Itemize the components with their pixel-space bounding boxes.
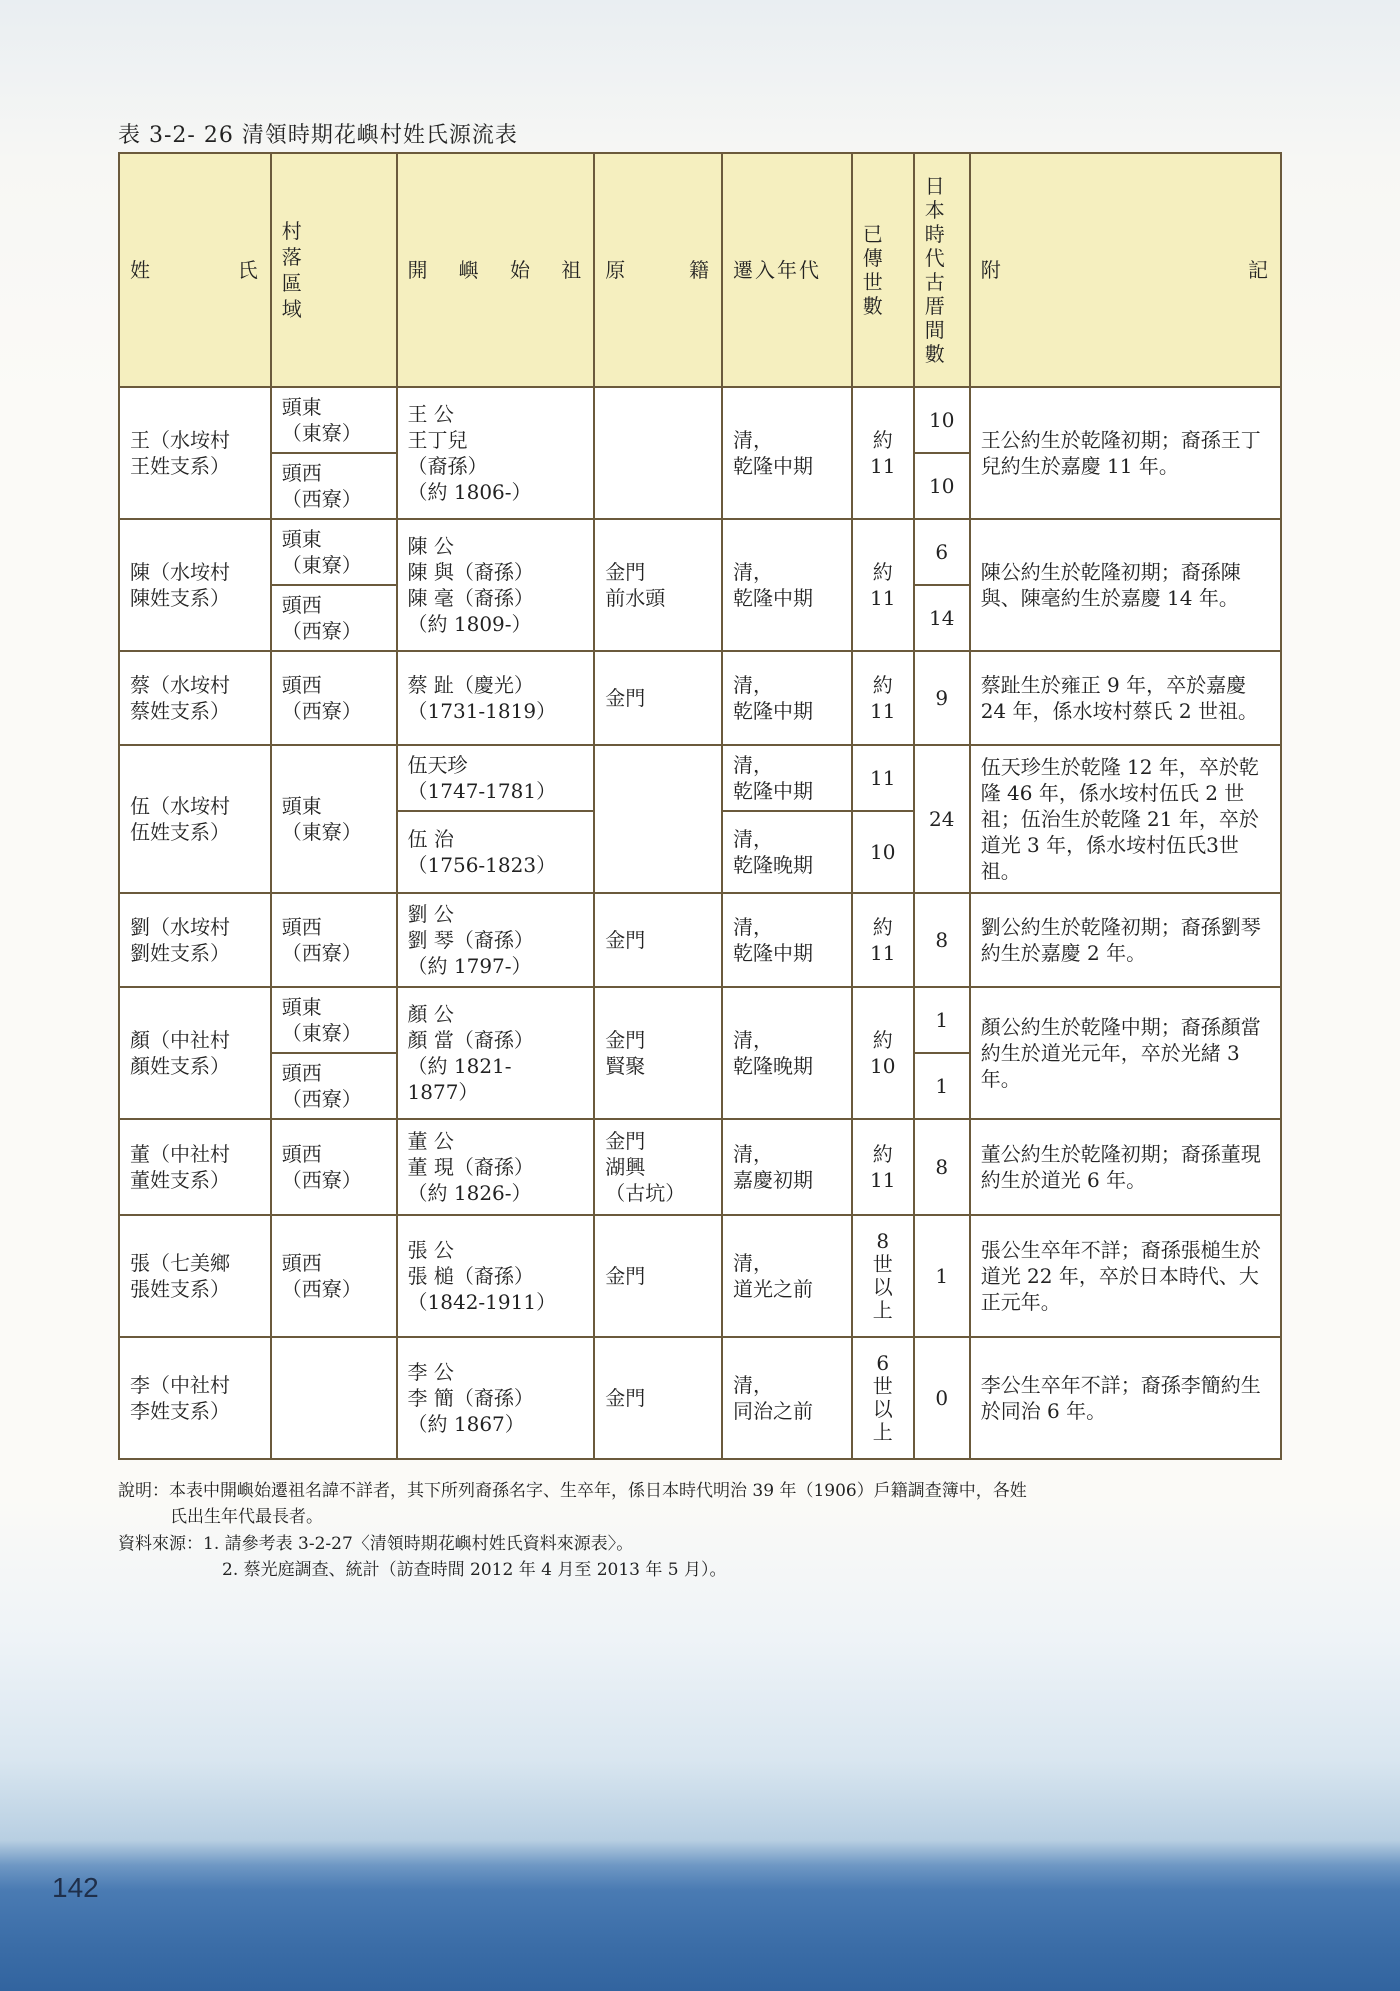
header-surname: 姓 氏 [119, 153, 271, 387]
houses-cell: 1 [914, 1215, 970, 1337]
founder-cell: 李 公 李 簡（裔孫） （約 1867） [397, 1337, 595, 1459]
note-cell: 陳公約生於乾隆初期；裔孫陳與、陳毫約生於嘉慶 14 年。 [970, 519, 1281, 651]
header-old-houses: 日 本 時 代 古 厝 間 數 [914, 153, 970, 387]
year-cell: 清， 嘉慶初期 [722, 1119, 852, 1215]
table-row [119, 1215, 1281, 1337]
founder-cell: 顏 公 顏 當（裔孫） （約 1821- 1877） [397, 987, 595, 1119]
explanation-text: 本表中開嶼始遷祖名諱不詳者，其下所列裔孫名字、生卒年，係日本時代明治 39 年（1906）戶籍調查簿中，各姓 [169, 1481, 1027, 1501]
area-cell: 頭西 （西寮） [271, 893, 397, 987]
origin-cell: 金門 前水頭 [594, 519, 722, 651]
houses-cell: 6 [914, 519, 970, 585]
founder-cell: 張 公 張 槌（裔孫） （1842-1911） [397, 1215, 595, 1337]
houses-cell: 14 [914, 585, 970, 651]
houses-cell: 1 [914, 1053, 970, 1119]
generations-cell: 約 11 [852, 893, 914, 987]
surname-cell: 伍（水垵村 伍姓支系） [119, 745, 271, 893]
founder-cell: 董 公 董 現（裔孫） （約 1826-） [397, 1119, 595, 1215]
area-cell: 頭西 （西寮） [271, 453, 397, 519]
header-founder: 開 嶼 始 祖 [397, 153, 595, 387]
founder-cell: 蔡 趾（慶光） （1731-1819） [397, 651, 595, 745]
area-cell: 頭東 （東寮） [271, 387, 397, 453]
year-cell: 清， 乾隆中期 [722, 519, 852, 651]
surname-origin-table [118, 152, 1282, 1460]
houses-cell: 24 [914, 745, 970, 893]
generations-cell: 約 11 [852, 651, 914, 745]
origin-cell: 金門 湖興 （古坑） [594, 1119, 722, 1215]
table-notes [118, 1478, 1288, 1583]
surname-cell: 王（水垵村 王姓支系） [119, 387, 271, 519]
year-cell: 清， 乾隆中期 [722, 651, 852, 745]
header-generations: 已 傳 世 數 [852, 153, 914, 387]
founder-cell: 伍 治 （1756-1823） [397, 811, 595, 893]
year-cell: 清， 同治之前 [722, 1337, 852, 1459]
origin-cell [594, 745, 722, 893]
year-cell: 清， 乾隆晚期 [722, 987, 852, 1119]
note-cell: 王公約生於乾隆初期；裔孫王丁兒約生於嘉慶 11 年。 [970, 387, 1281, 519]
generations-cell: 約 10 [852, 987, 914, 1119]
source-label: 資料來源： [118, 1533, 203, 1554]
houses-cell: 8 [914, 893, 970, 987]
generations-cell: 10 [852, 811, 914, 893]
explanation-line [118, 1478, 1288, 1504]
header-note: 附 記 [970, 153, 1281, 387]
note-cell: 李公生卒年不詳；裔孫李簡約生於同治 6 年。 [970, 1337, 1281, 1459]
houses-cell: 8 [914, 1119, 970, 1215]
generations-cell: 約 11 [852, 519, 914, 651]
source-text: 1. 請參考表 3-2-27〈清領時期花嶼村姓氏資料來源表〉。 [203, 1533, 634, 1554]
note-cell: 顏公約生於乾隆中期；裔孫顏當約生於道光元年，卒於光緒 3 年。 [970, 987, 1281, 1119]
origin-cell: 金門 [594, 1215, 722, 1337]
founder-cell: 陳 公 陳 與（裔孫） 陳 毫（裔孫） （約 1809-） [397, 519, 595, 651]
generations-cell: 約 11 [852, 1119, 914, 1215]
area-cell: 頭西 （西寮） [271, 1215, 397, 1337]
houses-cell: 10 [914, 453, 970, 519]
note-cell: 劉公約生於乾隆初期；裔孫劉琴約生於嘉慶 2 年。 [970, 893, 1281, 987]
source-line: 2. 蔡光庭調查、統計（訪查時間 2012 年 4 月至 2013 年 5 月）。 [222, 1560, 727, 1581]
houses-cell: 10 [914, 387, 970, 453]
area-cell: 頭東 （東寮） [271, 987, 397, 1053]
table-row [119, 893, 1281, 987]
surname-cell: 陳（水垵村 陳姓支系） [119, 519, 271, 651]
surname-cell: 蔡（水垵村 蔡姓支系） [119, 651, 271, 745]
year-cell: 清， 乾隆晚期 [722, 811, 852, 893]
origin-cell: 金門 [594, 1337, 722, 1459]
area-cell [271, 1337, 397, 1459]
table-row [119, 387, 1281, 453]
origin-cell: 金門 賢聚 [594, 987, 722, 1119]
note-cell: 董公約生於乾隆初期；裔孫董現約生於道光 6 年。 [970, 1119, 1281, 1215]
origin-cell [594, 387, 722, 519]
header-area: 村 落 區 域 [271, 153, 397, 387]
founder-cell: 伍天珍 （1747-1781） [397, 745, 595, 811]
houses-cell: 9 [914, 651, 970, 745]
area-cell: 頭東 （東寮） [271, 519, 397, 585]
houses-cell: 1 [914, 987, 970, 1053]
founder-cell: 王 公 王丁兒 （裔孫） （約 1806-） [397, 387, 595, 519]
generations-cell: 6 世 以 上 [852, 1337, 914, 1459]
year-cell: 清， 乾隆中期 [722, 387, 852, 519]
surname-cell: 李（中社村 李姓支系） [119, 1337, 271, 1459]
origin-cell: 金門 [594, 893, 722, 987]
origin-cell: 金門 [594, 651, 722, 745]
note-cell: 張公生卒年不詳；裔孫張槌生於道光 22 年，卒於日本時代、大正元年。 [970, 1215, 1281, 1337]
surname-cell: 劉（水垵村 劉姓支系） [119, 893, 271, 987]
explanation-label: 說明： [118, 1481, 169, 1501]
header-origin: 原 籍 [594, 153, 722, 387]
header-year: 遷入年代 [722, 153, 852, 387]
year-cell: 清， 道光之前 [722, 1215, 852, 1337]
surname-cell: 顏（中社村 顏姓支系） [119, 987, 271, 1119]
table-row [119, 651, 1281, 745]
generations-cell: 8 世 以 上 [852, 1215, 914, 1337]
header-row [119, 153, 1281, 387]
surname-cell: 董（中社村 董姓支系） [119, 1119, 271, 1215]
area-cell: 頭西 （西寮） [271, 1053, 397, 1119]
table-row [119, 987, 1281, 1053]
table-row [119, 1119, 1281, 1215]
area-cell: 頭東 （東寮） [271, 745, 397, 893]
generations-cell: 約 11 [852, 387, 914, 519]
note-cell: 蔡趾生於雍正 9 年，卒於嘉慶 24 年，係水垵村蔡氏 2 世祖。 [970, 651, 1281, 745]
explanation-line: 氏出生年代最長者。 [170, 1507, 323, 1528]
table-row [119, 745, 1281, 811]
founder-cell: 劉 公 劉 琴（裔孫） （約 1797-） [397, 893, 595, 987]
note-cell: 伍天珍生於乾隆 12 年，卒於乾隆 46 年，係水垵村伍氏 2 世祖；伍治生於乾隆 21 年，卒於道光 3 年，係水垵村伍氏3世祖。 [970, 745, 1281, 893]
area-cell: 頭西 （西寮） [271, 585, 397, 651]
table-caption: 表 3-2- 26 清領時期花嶼村姓氏源流表 [118, 123, 518, 148]
source-line [118, 1531, 1288, 1557]
page-number: 142 [52, 1872, 99, 1903]
table-row [119, 1337, 1281, 1459]
area-cell: 頭西 （西寮） [271, 1119, 397, 1215]
houses-cell: 0 [914, 1337, 970, 1459]
generations-cell: 11 [852, 745, 914, 811]
area-cell: 頭西 （西寮） [271, 651, 397, 745]
year-cell: 清， 乾隆中期 [722, 745, 852, 811]
table-row [119, 519, 1281, 585]
year-cell: 清， 乾隆中期 [722, 893, 852, 987]
surname-cell: 張（七美鄉 張姓支系） [119, 1215, 271, 1337]
